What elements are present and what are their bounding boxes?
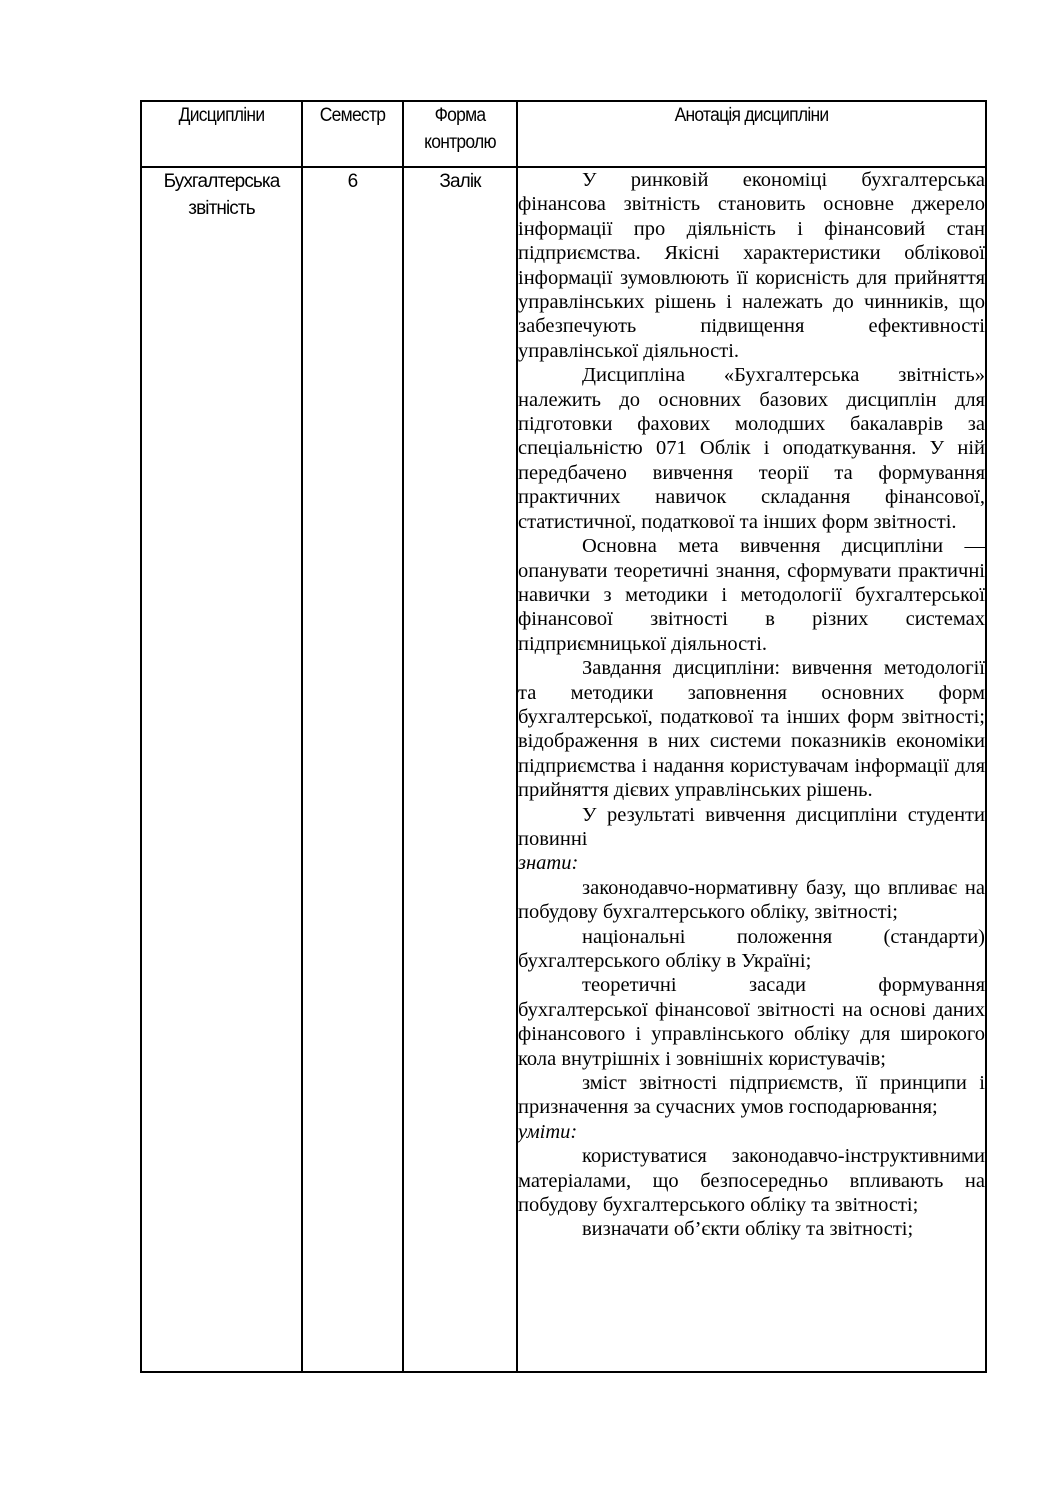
discipline-name-line2: звітність	[188, 198, 255, 219]
annotation-paragraph: Основна мета вивчення дисципліни — опанувати теоретичні знання, сформувати практичні навички з методики і методології бухгалтерської фінансової звітності в різних системах підприємницької діяльності.	[518, 535, 985, 655]
header-discipline-label: Дисципліни	[178, 105, 265, 126]
skills-label: уміти:	[518, 1120, 578, 1143]
disciplines-table	[140, 100, 987, 1373]
header-semester-label: Семестр	[319, 105, 386, 126]
header-annotation	[536, 101, 967, 167]
discipline-name-line1: Бухгалтерська	[163, 171, 280, 192]
know-label: знати:	[518, 852, 579, 875]
header-control-form	[408, 101, 513, 167]
table-row	[141, 167, 986, 1372]
document-page	[140, 100, 985, 1373]
cell-annotation	[517, 167, 986, 1372]
annotation-paragraph: Завдання дисципліни: вивчення методології та методики заповнення основних форм бухгалтерської, податкової та інших форм звітності; відображення в них системи показників економіки підприємства і надання користувачам інформації для прийняття дієвих управлінських рішень.	[518, 657, 985, 802]
know-item: національні положення (стандарти) бухгалтерського обліку в Україні;	[518, 925, 985, 972]
header-control-form-line2: контролю	[424, 132, 496, 153]
header-annotation-label: Анотація дисципліни	[674, 105, 829, 126]
control-form-value: Залік	[439, 171, 481, 192]
know-item: законодавчо-нормативну базу, що впливає на побудову бухгалтерського обліку, звітності;	[518, 876, 985, 924]
cell-control-form	[403, 167, 517, 1372]
cell-discipline	[141, 167, 302, 1372]
cell-semester	[302, 167, 403, 1372]
semester-value: 6	[347, 171, 358, 192]
header-discipline	[147, 101, 295, 167]
know-item: зміст звітності підприємств, її принципи і призначення за сучасних умов господарювання;	[518, 1072, 985, 1119]
annotation-paragraph: У ринковій економіці бухгалтерська фінансова звітність становить основне джерело інформації про діяльність і фінансовий стан підприємства. Якісні характеристики облікової інформації зумовлюють її корисність для прийняття управлінських рішень і належать до чинників, що забезпечують підвищення ефективності управлінської діяльності.	[518, 169, 985, 362]
skills-item: користуватися законодавчо-інструктивними матеріалами, що безпосередньо впливають на побудову бухгалтерського обліку та звітності;	[518, 1145, 985, 1217]
header-semester	[306, 101, 399, 167]
table-header-row	[141, 101, 986, 167]
annotation-paragraph: Дисципліна «Бухгалтерська звітність» належить до основних базових дисциплін для підготовки фахових молодших бакалаврів за спеціальністю 071 Облік і оподаткування. У ній передбачено вивчення теорії та формування практичних навичок складання фінансової, статистичної, податкової та інших форм звітності.	[518, 364, 985, 533]
skills-item: визначати об’єкти обліку та звітності;	[582, 1218, 914, 1241]
header-control-form-line1: Форма	[434, 105, 486, 126]
annotation-paragraph: У результаті вивчення дисципліни студенти повинні	[518, 803, 985, 850]
know-item: теоретичні засади формування бухгалтерської фінансової звітності на основі даних фінансового і управлінського обліку для широкого кола внутрішніх і зовнішніх користувачів;	[518, 974, 985, 1070]
